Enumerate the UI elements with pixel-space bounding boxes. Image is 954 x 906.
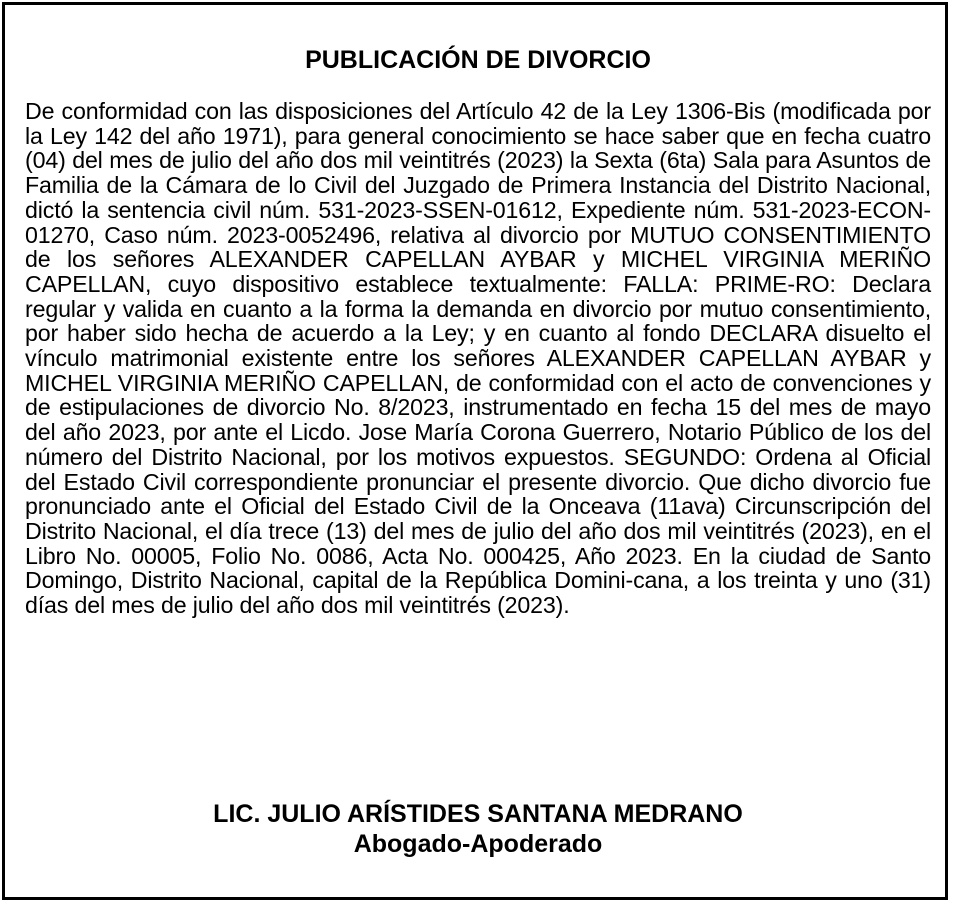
signature-name: LIC. JULIO ARÍSTIDES SANTANA MEDRANO — [213, 800, 743, 828]
notice-title: PUBLICACIÓN DE DIVORCIO — [305, 46, 651, 74]
notice-body: De conformidad con las disposiciones del Artículo 42 de la Ley 1306-Bis (modificada por la Ley 142 del año 1971), para general conocimiento se hace saber que en fecha cuatro (04) del mes de julio del año dos mil veintitrés (2023) la Sexta (6ta) Sala para Asuntos de Familia de la Cámara de lo Civil del Juzgado de Primera Instancia del Distrito Nacional, dictó la sentencia civil núm. 531-2023-SSEN-01612, Expediente núm. 531-2023-ECON-01270, Caso núm. 2023-0052496, relativa al divorcio por MUTUO CONSENTIMIENTO de los señores ALEXANDER CAPELLAN AYBAR y MICHEL VIRGINIA MERIÑO CAPELLAN, cuyo dispositivo establece textualmente: FALLA: PRIME-RO: Declara regular y valida en cuanto a la forma la demanda en divorcio por mutuo consentimiento, por haber sido hecha de acuerdo a la Ley; y en cuanto al fondo DECLARA disuelto el vínculo matrimonial existente entre los señores ALEXANDER CAPELLAN AYBAR y MICHEL VIRGINIA MERIÑO CAPELLAN, de conformidad con el acto de convenciones y de estipulaciones de divorcio No. 8/2023, instrumentado en fecha 15 del mes de mayo del año 2023, por ante el Licdo. Jose María Corona Guerrero, Notario Público de los del número del Distrito Nacional, por los motivos expuestos. SEGUNDO: Ordena al Oficial del Estado Civil correspondiente pronunciar el presente divorcio. Que dicho divorcio fue pronunciado ante el Oficial del Estado Civil de la Onceava (11ava) Circunscripción del Distrito Nacional, el día trece (13) del mes de julio del año dos mil veintitrés (2023), en el Libro No. 00005, Folio No. 0086, Acta No. 000425, Año 2023. En la ciudad de Santo Domingo, Distrito Nacional, capital de la República Domini-cana, a los treinta y uno (31) días del mes de julio del año dos mil veintitrés (2023). — [25, 98, 931, 619]
signature-role: Abogado-Apoderado — [353, 830, 603, 858]
signature-block — [5, 799, 951, 859]
notice-frame — [2, 2, 948, 900]
